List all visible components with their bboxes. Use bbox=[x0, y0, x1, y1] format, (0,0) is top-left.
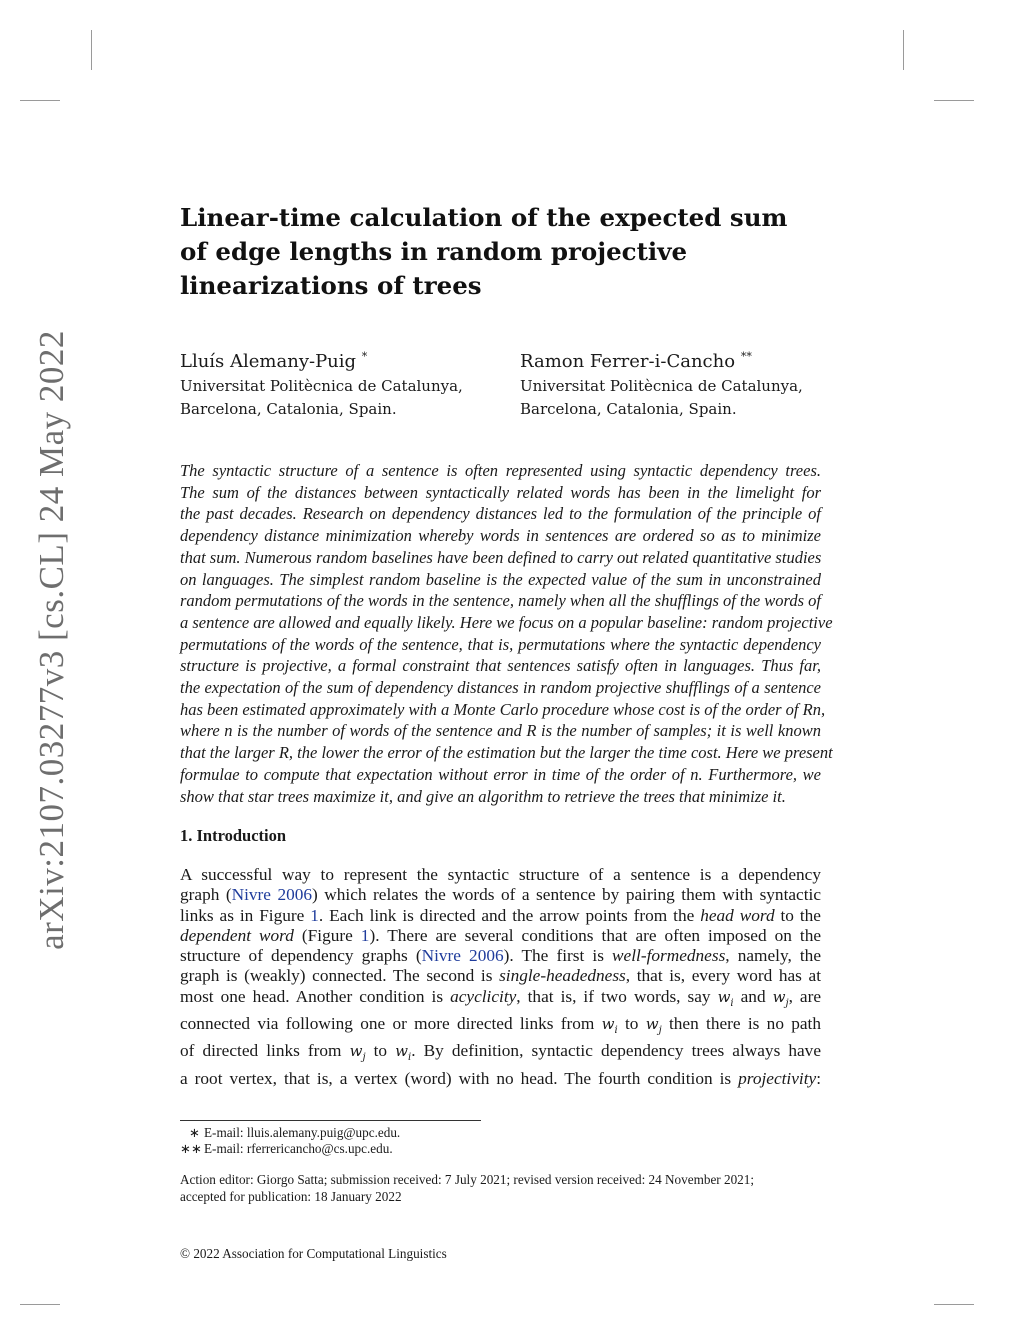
abstract-line: that the larger R, the lower the error of the estimation but the larger the time cost. Here we present bbox=[180, 743, 833, 763]
footnote-mark: * bbox=[361, 350, 368, 363]
abstract-line: the past decades. Research on dependency distances led to the formulation of the principle of bbox=[180, 504, 821, 524]
copyright-notice: © 2022 Association for Computational Linguistics bbox=[180, 1246, 447, 1261]
footnote: ∗∗ E-mail: rferrericancho@cs.upc.edu. bbox=[180, 1141, 393, 1156]
intro-line: graph is (weakly) connected. The second is single-headedness, that is, every word has at bbox=[180, 966, 821, 986]
author-name: Ramon Ferrer-i-Cancho ** bbox=[520, 350, 752, 372]
crop-mark bbox=[934, 100, 974, 101]
math-variable: $w_i$ bbox=[395, 1042, 412, 1064]
author-block bbox=[180, 345, 463, 421]
abstract-line: where n is the number of words of the sentence and R is the number of samples; it is well known bbox=[180, 721, 821, 741]
arxiv-identifier-stamp: arXiv:2107.03277v3 [cs.CL] 24 May 2022 bbox=[32, 330, 71, 950]
abstract-line: on languages. The simplest random baseline is the expected value of the sum in unconstrained bbox=[180, 569, 821, 589]
footnotes bbox=[180, 1125, 400, 1157]
editorial-line: accepted for publication: 18 January 2022 bbox=[180, 1188, 402, 1204]
intro-line: links as in Figure 1. Each link is directed and the arrow points from the head word to the bbox=[180, 905, 821, 925]
title-line: of edge lengths in random projective bbox=[180, 237, 688, 266]
abstract-line: random permutations of the words in the sentence, namely when all the shufflings of the words of bbox=[180, 591, 821, 611]
section-heading: 1. Introduction bbox=[180, 826, 287, 845]
title-line: Linear-time calculation of the expected sum bbox=[180, 203, 788, 232]
crop-mark bbox=[20, 1304, 60, 1305]
abstract-line: structure is projective, a formal constraint that sentences satisfy often in languages. Thus far, bbox=[180, 656, 821, 676]
intro-line: of directed links from $w_j$ to $w_i$. By definition, syntactic dependency trees always have bbox=[180, 1041, 821, 1064]
crop-mark bbox=[91, 30, 92, 70]
figure-link[interactable]: 1 bbox=[310, 905, 319, 925]
author-affiliation: Universitat Politècnica de Catalunya, bbox=[180, 377, 463, 395]
footnote: ∗ E-mail: lluis.alemany.puig@upc.edu. bbox=[188, 1125, 401, 1140]
author-affiliation: Barcelona, Catalonia, Spain. bbox=[520, 400, 737, 418]
abstract-line: The sum of the distances between syntactically related words has been in the limelight for bbox=[180, 482, 821, 502]
math-variable: $w_i$ bbox=[717, 987, 734, 1009]
figure-link[interactable]: 1 bbox=[360, 925, 370, 945]
crop-mark bbox=[903, 30, 904, 70]
author-affiliation: Universitat Politècnica de Catalunya, bbox=[520, 377, 803, 395]
intro-line: connected via following one or more directed links from $w_i$ to $w_j$ then there is no path bbox=[180, 1014, 821, 1037]
math-variable: $w_j$ bbox=[645, 1015, 662, 1037]
editorial-note bbox=[180, 1172, 821, 1205]
abstract-line: has been estimated approximately with a Monte Carlo procedure whose cost is of the order of Rn, bbox=[180, 699, 826, 719]
paper-title bbox=[180, 201, 788, 303]
abstract-line: The syntactic structure of a sentence is often represented using syntactic dependency trees. bbox=[180, 461, 821, 480]
intro-line: dependent word (Figure 1). There are several conditions that are often imposed on the bbox=[180, 925, 821, 945]
crop-mark bbox=[20, 100, 60, 101]
intro-line: a root vertex, that is, a vertex (word) with no head. The fourth condition is projectivity: bbox=[180, 1068, 821, 1088]
intro-line: structure of dependency graphs (Nivre 2006). The first is well-formedness, namely, the bbox=[180, 946, 821, 966]
abstract-line: the expectation of the sum of dependency distances in random projective shufflings of a sentence bbox=[180, 678, 821, 698]
footnote-mark: ** bbox=[740, 350, 752, 363]
abstract-line: formulae to compute that expectation without error in time of the order of n. Furthermore, we bbox=[180, 764, 821, 784]
author-name: Lluís Alemany-Puig * bbox=[180, 350, 368, 372]
abstract-line: that sum. Numerous random baselines have been defined to carry out related quantitative studies bbox=[180, 547, 822, 567]
citation-link[interactable]: Nivre 2006 bbox=[231, 885, 313, 905]
abstract-line: dependency distance minimization whereby words in sentences are ordered so as to minimize bbox=[180, 526, 821, 546]
abstract bbox=[180, 460, 833, 807]
footnote-divider bbox=[180, 1120, 481, 1121]
citation-link[interactable]: Nivre 2006 bbox=[421, 946, 504, 966]
math-variable: $w_j$ bbox=[772, 987, 789, 1009]
title-line: linearizations of trees bbox=[180, 271, 482, 300]
abstract-line: show that star trees maximize it, and give an algorithm to retrieve the trees that minimize it. bbox=[180, 786, 786, 806]
author-block bbox=[520, 345, 803, 421]
intro-line: most one head. Another condition is acyclicity, that is, if two words, say $w_i$ and $w_j$, are bbox=[180, 986, 822, 1009]
intro-line: graph (Nivre 2006) which relates the words of a sentence by pairing them with syntactic bbox=[180, 885, 821, 905]
math-variable: $w_i$ bbox=[601, 1015, 618, 1037]
abstract-line: a sentence are allowed and equally likely. Here we focus on a popular baseline: random projective bbox=[180, 612, 833, 632]
math-variable: $w_j$ bbox=[349, 1042, 366, 1064]
abstract-line: permutations of the words of the sentence, that is, permutations where the syntactic dependency bbox=[180, 634, 821, 654]
crop-mark bbox=[934, 1304, 974, 1305]
author-affiliation: Barcelona, Catalonia, Spain. bbox=[180, 400, 397, 418]
editorial-line: Action editor: Giorgo Satta; submission received: 7 July 2021; revised version received: 24 November 2021; bbox=[180, 1172, 755, 1187]
intro-line: A successful way to represent the syntactic structure of a sentence is a dependency bbox=[180, 865, 821, 884]
introduction-paragraph bbox=[180, 865, 821, 1089]
